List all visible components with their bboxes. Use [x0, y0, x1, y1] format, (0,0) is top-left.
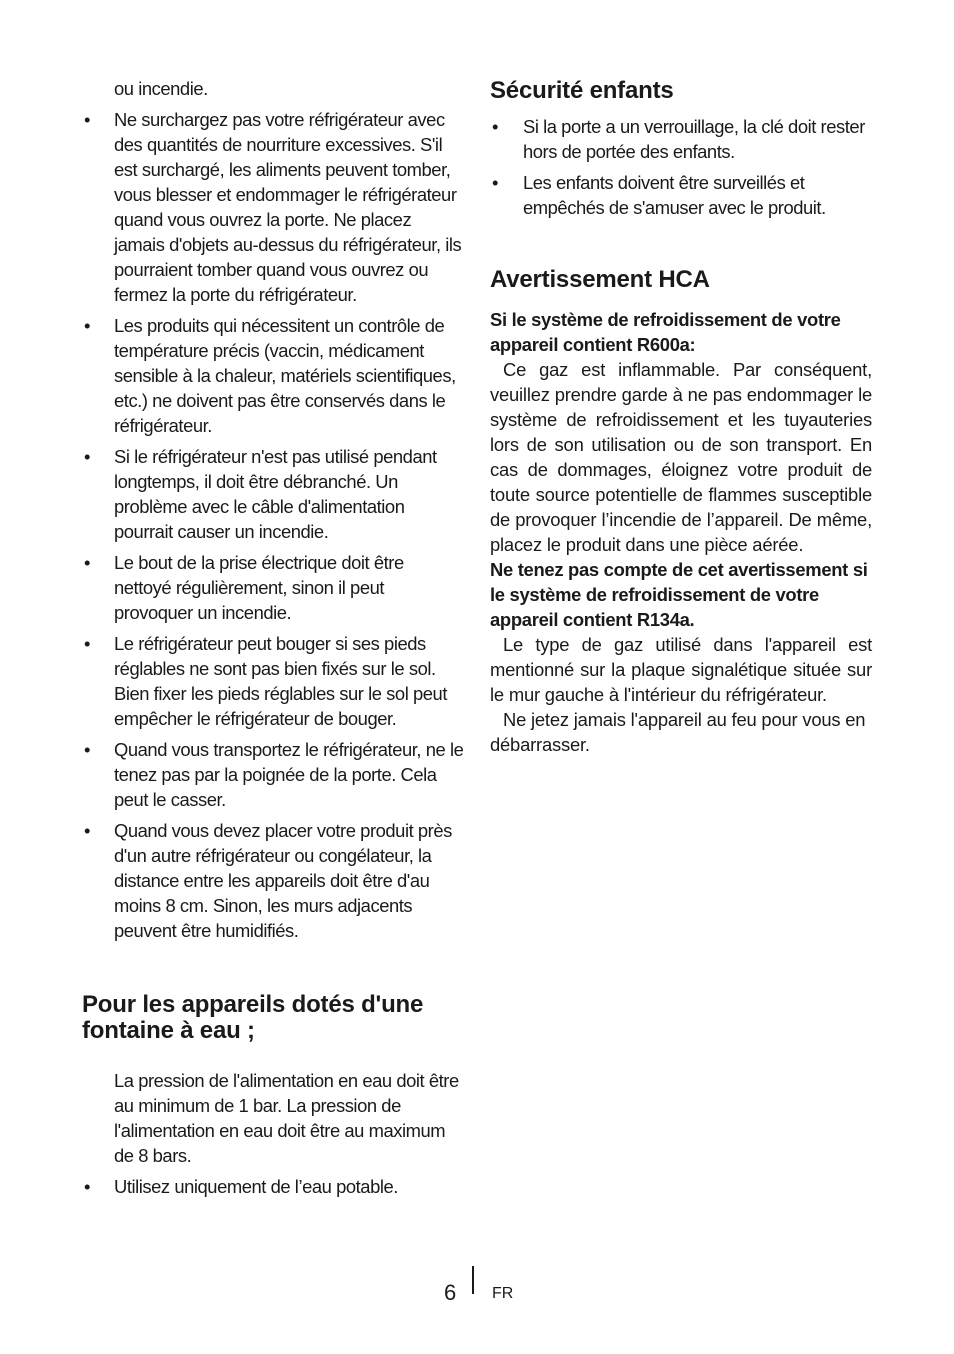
list-item: • Quand vous devez placer votre produit près d'un autre réfrigérateur ou congélateur, la distance entre les appareils doit être d'au moins 8 cm. Sinon, les murs adjacents peuvent être humidifiés. [82, 818, 464, 943]
r600a-warning-text: Ce gaz est inflammable. Par conséquent, veuillez prendre garde à ne pas endommager le système de refroidissement et les tuyauteries lors de son utilisation ou de son transport. En cas de dommages, éloignez votre produit de toute source potentielle de flammes susceptible de provoquer l’incendie de l’appareil. De même, placez le produit dans une pièce aérée. [490, 359, 872, 555]
list-item: • Les produits qui nécessitent un contrôle de température précis (vaccin, médicament sensible à la chaleur, matériels scientifiques, etc.) ne doivent pas être conservés dans le réfrigérateur. [82, 313, 464, 438]
r134a-condition: Ne tenez pas compte de cet avertissement si le système de refroidissement de votre appareil contient R134a. [490, 559, 868, 630]
safety-bullet-list [82, 107, 464, 943]
fountain-pressure-text: La pression de l'alimentation en eau doit être au minimum de 1 bar. La pression de l'alimentation en eau doit être au maximum de 8 bars. [114, 1070, 459, 1166]
child-safety-list [490, 114, 872, 220]
list-item: • Le bout de la prise électrique doit être nettoyé régulièrement, sinon il peut provoquer un incendie. [82, 550, 464, 625]
disposal-text: Ne jetez jamais l'appareil au feu pour vous en débarrasser. [490, 709, 866, 755]
r600a-condition: Si le système de refroidissement de votre appareil contient R600a: [490, 309, 841, 355]
right-column [490, 76, 872, 757]
footer-divider [472, 1266, 474, 1294]
list-item: • Les enfants doivent être surveillés et empêchés de s'amuser avec le produit. [490, 170, 872, 220]
list-item: • Si la porte a un verrouillage, la clé doit rester hors de portée des enfants. [490, 114, 872, 164]
language-code: FR [492, 1285, 514, 1302]
child-safety-heading: Sécurité enfants [490, 77, 674, 104]
fountain-bullet-list [82, 1174, 464, 1199]
continuation-text: ou incendie. [114, 78, 208, 99]
fountain-heading: Pour les appareils dotés d'une fontaine à eau ; [82, 991, 424, 1044]
page-number: 6 [444, 1280, 457, 1305]
gas-type-text: Le type de gaz utilisé dans l'appareil est mentionné sur la plaque signalétique située sur le mur gauche à l'intérieur du réfrigérateur. [490, 634, 872, 705]
list-item: • Utilisez uniquement de l’eau potable. [82, 1174, 464, 1199]
list-item: • Ne surchargez pas votre réfrigérateur avec des quantités de nourriture excessives. S'il est surchargé, les aliments peuvent tomber, vous blesser et endommager le réfrigérateur quand vous ouvrez la porte. Ne placez jamais d'objets au-dessus du réfrigérateur, ils pourraient tomber quand vous ouvrez ou fermez la porte du réfrigérateur. [82, 107, 464, 307]
list-item: • Le réfrigérateur peut bouger si ses pieds réglables ne sont pas bien fixés sur le sol. Bien fixer les pieds réglables sur le sol peut empêcher le réfrigérateur de bouger. [82, 631, 464, 731]
list-item: • Si le réfrigérateur n'est pas utilisé pendant longtemps, il doit être débranché. Un problème avec le câble d'alimentation pourrait causer un incendie. [82, 444, 464, 544]
left-column [82, 76, 464, 1199]
list-item: • Quand vous transportez le réfrigérateur, ne le tenez pas par la poignée de la porte. Cela peut le casser. [82, 737, 464, 812]
hca-warning-heading: Avertissement HCA [490, 266, 710, 293]
